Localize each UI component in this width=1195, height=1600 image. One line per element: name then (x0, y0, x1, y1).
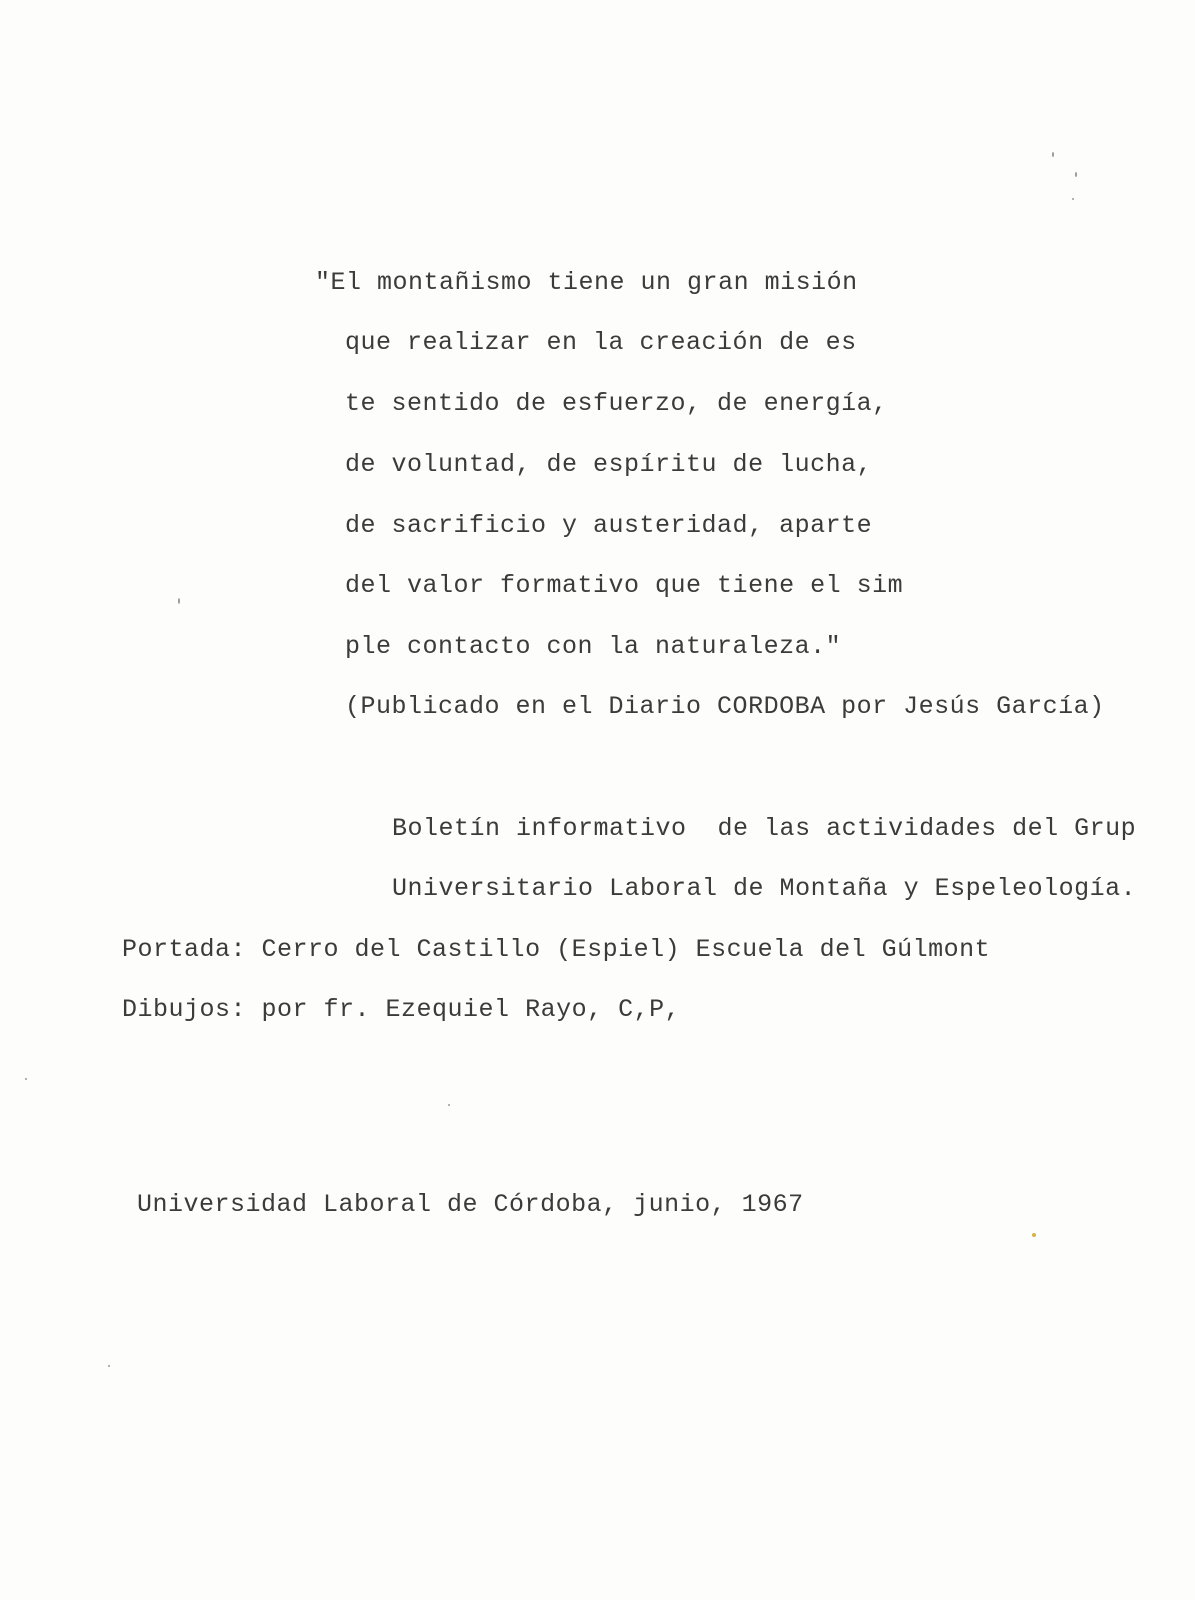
credits-dibujos: Dibujos: por fr. Ezequiel Rayo, C,P, (122, 995, 681, 1024)
quote-line-3: te sentido de esfuerzo, de energía, (345, 389, 888, 418)
quote-line-2: que realizar en la creación de es (345, 328, 857, 357)
bulletin-line-1: Boletín informativo de las actividades del Grup (392, 814, 1137, 843)
footer-place-date: Universidad Laboral de Córdoba, junio, 1967 (137, 1190, 804, 1219)
quote-line-1: "El montañismo tiene un gran misión (315, 268, 858, 297)
quote-line-6: del valor formativo que tiene el sim (345, 571, 904, 600)
paper-speck (108, 1365, 110, 1367)
quote-line-7: ple contacto con la naturaleza." (345, 632, 842, 661)
paper-speck (1032, 1233, 1036, 1237)
paper-speck (178, 598, 180, 604)
quote-line-5: de sacrificio y austeridad, aparte (345, 511, 873, 540)
quote-attribution: (Publicado en el Diario CORDOBA por Jesús García) (345, 692, 1105, 721)
quote-line-4: de voluntad, de espíritu de lucha, (345, 450, 873, 479)
paper-speck (25, 1078, 27, 1080)
paper-speck (448, 1104, 450, 1106)
paper-speck (1072, 198, 1074, 200)
bulletin-line-2: Universitario Laboral de Montaña y Espeleología. (392, 874, 1137, 903)
credits-portada: Portada: Cerro del Castillo (Espiel) Escuela del Gúlmont (122, 935, 991, 964)
paper-speck (1075, 172, 1077, 177)
paper-speck (1052, 152, 1054, 157)
